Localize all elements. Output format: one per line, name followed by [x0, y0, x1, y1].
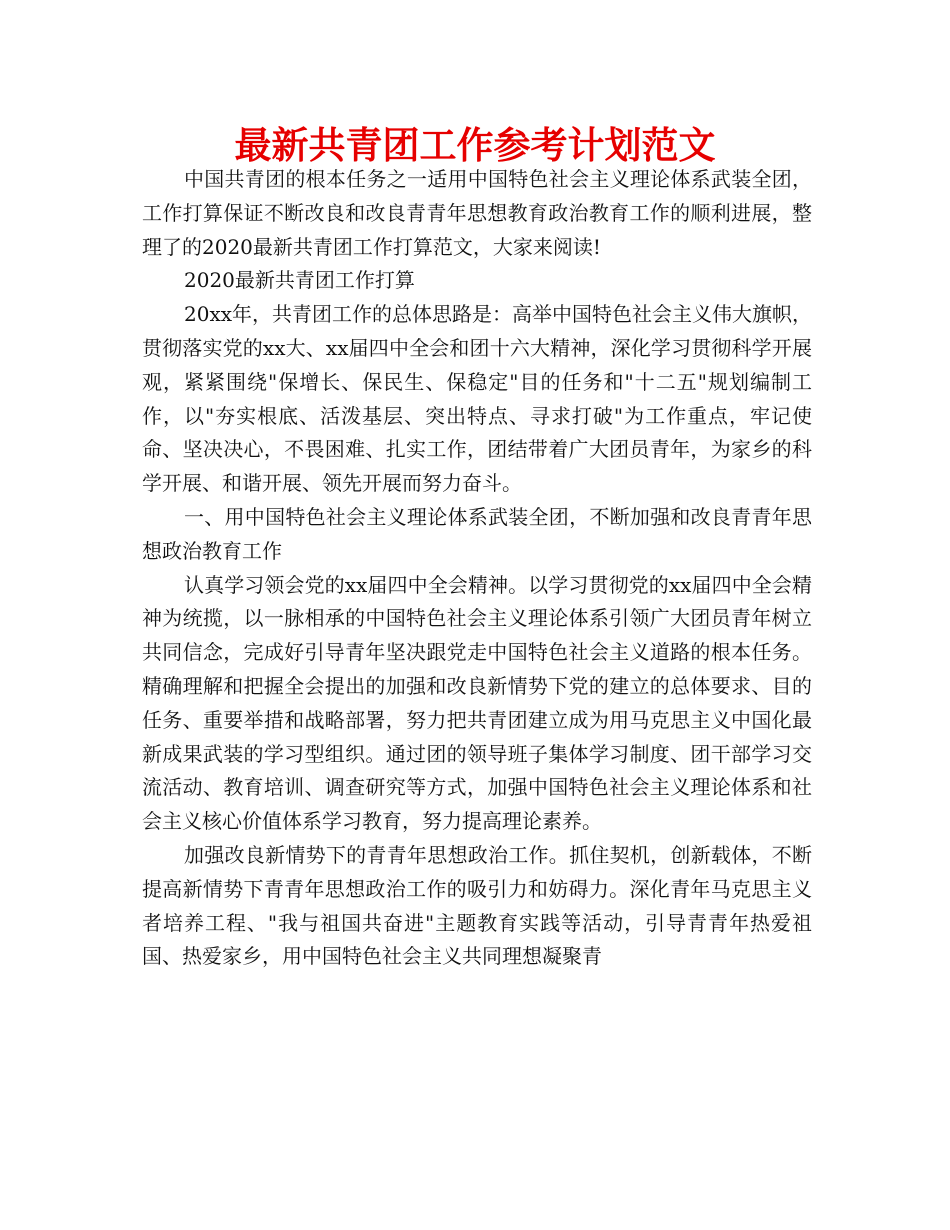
document-body — [142, 163, 812, 974]
paragraph-ideology: 加强改良新情势下的青青年思想政治工作。抓住契机，创新载体，不断提高新情势下青青年思想政治工作的吸引力和妨碍力。深化青年马克思主义者培养工程、"我与祖国共奋进"主题教育实践等活动，引导青青年热爱祖国、热爱家乡，用中国特色社会主义共同理想凝聚青 — [142, 842, 812, 969]
paragraph-study: 认真学习领会党的xx届四中全会精神。以学习贯彻党的xx届四中全会精神为统揽，以一脉相承的中国特色社会主义理论体系引领广大团员青年树立共同信念，完成好引导青年坚决跟党走中国特色社会主义道路的根本任务。精确理解和把握全会提出的加强和改良新情势下党的建立的总体要求、目的任务、重要举措和战略部署，努力把共青团建立成为用马克思主义中国化最新成果武装的学习型组织。通过团的领导班子集体学习制度、团干部学习交流活动、教育培训、调查研究等方式，加强中国特色社会主义理论体系和社会主义核心价值体系学习教育，努力提高理论素养。 — [142, 572, 812, 834]
paragraph-intro: 中国共青团的根本任务之一适用中国特色社会主义理论体系武装全团，工作打算保证不断改良和改良青青年思想教育政治教育工作的顺利进展，整理了的2020最新共青团工作打算范文，大家来阅读! — [142, 167, 812, 259]
document-title: 最新共青团工作参考计划范文 — [234, 124, 716, 167]
section-heading-1: 一、用中国特色社会主义理论体系武装全团，不断加强和改良青青年思想政治教育工作 — [142, 504, 812, 563]
paragraph-subtitle: 2020最新共青团工作打算 — [184, 268, 415, 293]
paragraph-overview: 20xx年，共青团工作的总体思路是：高举中国特色社会主义伟大旗帜，贯彻落实党的xx大、xx届四中全会和团十六大精神，深化学习贯彻科学开展观，紧紧围绕"保增长、保民生、保稳定"目的任务和"十二五"规划编制工作，以"夯实根底、活泼基层、突出特点、寻求打破"为工作重点，牢记使命、坚决决心，不畏困难、扎实工作，团结带着广大团员青年，为家乡的科学开展、和谐开展、领先开展而努力奋斗。 — [142, 302, 813, 496]
